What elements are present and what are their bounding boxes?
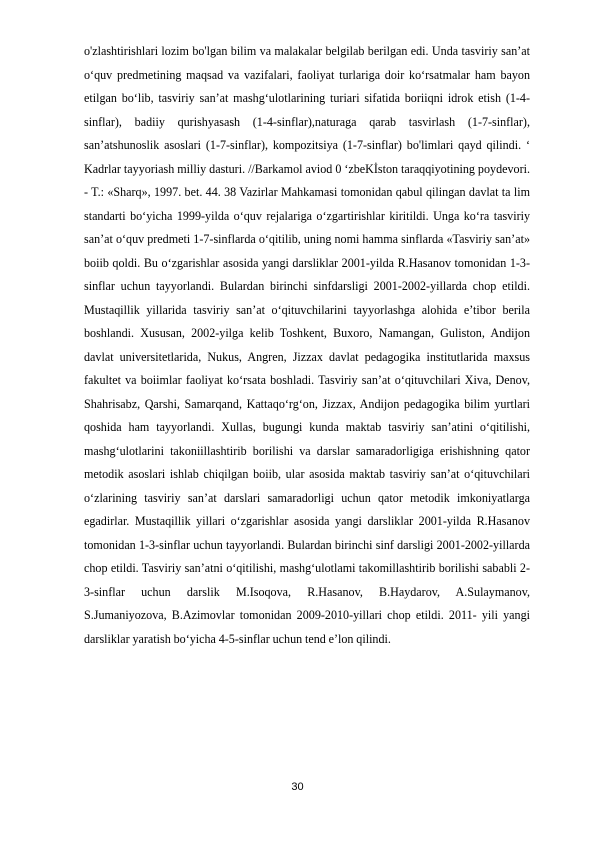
- body-paragraph: o'zlashtirishlari lozim bo'lgan bilim va malakalar belgilab berilgan edi. Unda tasviriy san’at o‘quv predmetining maqsad va vazifalari, faoliyat turlariga doir ko‘rsatmalar ham bayon etilgan bo‘lib, tasviriy san’at mashg‘ulotlarining turiari sifatida boriiqni idrok etish (1-4-sinflar), badiiy qurishyasash (1-4-sinflar),naturaga qarab tasvirlash (1-7-sinflar), san’atshunoslik asoslari (1-7-sinflar), kompozitsiya (1-7-sinflar) bo'limlari qayd qilindi. ‘ Kadrlar tayyoriash milliy dasturi. //Barkamol aviod 0 ‘zbeKİston taraqqiyotining poydevori. - T.: «Sharq», 1997. bet. 44. 38 Vazirlar Mahkamasi tomonidan qabul qilingan davlat ta lim standarti bo‘yicha 1999-yilda o‘quv rejalariga o‘zgartirishlar kiritildi. Unga ko‘ra tasviriy san’at o‘quv predmeti 1-7-sinflarda o‘qitilib, uning nomi hamma sinflarda «Tasviriy san’at» boiib qoldi. Bu o‘zgarishlar asosida yangi darsliklar 2001-yilda R.Hasanov tomonidan 1-3-sinflar uchun tayyorlandi. Bulardan birinchi sinfdarsligi 2001-2002-yillarda chop etildi. Mustaqillik yillarida tasviriy san’at o‘qituvchilarini tayyorlashga alohida e’tibor berila boshlandi. Xususan, 2002-yilga kelib Toshkent, Buxoro, Namangan, Guliston, Andijon davlat universitetlarida, Nukus, Angren, Jizzax davlat pedagogika institutlarida maxsus fakultet va boiimlar faoliyat ko‘rsata boshladi. Tasviriy san’at o‘qituvchilari Xiva, Denov, Shahrisabz, Qarshi, Samarqand, Kattaqo‘rg‘on, Jizzax, Andijon pedagogika bilim yurtlari qoshida ham tayyorlandi. Xullas, bugungi kunda maktab tasviriy san’atini o‘qitilishi, mashg‘ulotlarini takoniillashtirib borilishi va darslar samaradorligiga erishishning qator metodik asoslari ishlab chiqilgan boiib, ular asosida maktab tasviriy san’at o‘qituvchilari o‘zlarining tasviriy san’at darslari samaradorligi uchun qator metodik imkoniyatlarga egadirlar. Mustaqillik yillari o‘zgarishlar asosida yangi darsliklar 2001-yilda R.Hasanov tomonidan 1-3-sinflar uchun tayyorlandi. Bulardan birinchi sinf darsligi 2001-2002-yillarda chop etildi. Tasviriy san’atni o‘qitilishi, mashg‘ulotlami takomillashtirib borilishi sababli 2-3-sinflar uchun darslik M.Isoqova, R.Hasanov, B.Haydarov, A.Sulaymanov, S.Jumaniyozova, B.Azimovlar tomonidan 2009-2010-yillari chop etildi. 2011- yili yangi darsliklar yaratish bo‘yicha 4-5-sinflar uchun tend e’lon qilindi.: [84, 44, 530, 646]
- page-number: 30: [291, 781, 304, 793]
- document-page: [84, 40, 530, 651]
